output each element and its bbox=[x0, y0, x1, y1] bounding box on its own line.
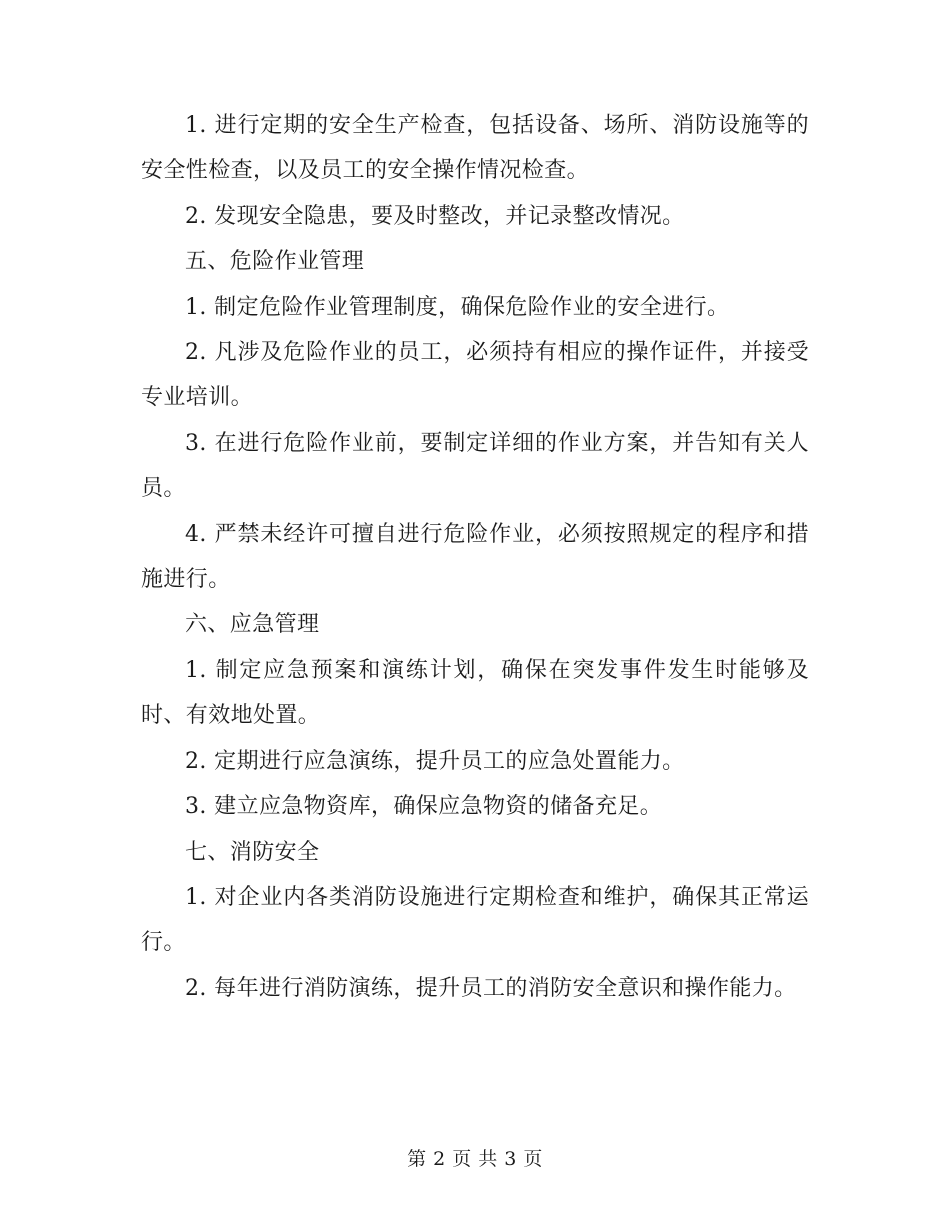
list-item-emergency-supplies: 3. 建立应急物资库，确保应急物资的储备充足。 bbox=[185, 794, 663, 820]
list-item-inspection: 1. 进行定期的安全生产检查，包括设备、场所、消防设施等的安全性检查，以及员工的安全操作情况检查。 bbox=[141, 113, 809, 184]
list-item-emergency-plan: 1. 制定应急预案和演练计划，确保在突发事件发生时能够及时、有效地处置。 bbox=[141, 657, 809, 729]
list-item-fire-drill: 2. 每年进行消防演练，提升员工的消防安全意识和操作能力。 bbox=[185, 975, 797, 1001]
list-item-hazard-fix: 2. 发现安全隐患，要及时整改，并记录整改情况。 bbox=[185, 203, 685, 229]
list-item-work-plan: 3. 在进行危险作业前，要制定详细的作业方案，并告知有关人员。 bbox=[141, 430, 809, 502]
list-item-no-unauthorized: 4. 严禁未经许可擅自进行危险作业，必须按照规定的程序和措施进行。 bbox=[141, 521, 809, 593]
section-heading-emergency: 六、应急管理 bbox=[185, 612, 320, 638]
list-item-certification: 2. 凡涉及危险作业的员工，必须持有相应的操作证件，并接受专业培训。 bbox=[141, 340, 809, 411]
list-item-fire-inspection: 1. 对企业内各类消防设施进行定期检查和维护，确保其正常运行。 bbox=[141, 884, 809, 956]
section-heading-fire-safety: 七、消防安全 bbox=[185, 839, 320, 865]
document-body bbox=[141, 103, 809, 1011]
list-item-hazard-policy: 1. 制定危险作业管理制度，确保危险作业的安全进行。 bbox=[185, 294, 730, 320]
list-item-emergency-drill: 2. 定期进行应急演练，提升员工的应急处置能力。 bbox=[185, 748, 685, 774]
section-heading-hazardous-work: 五、危险作业管理 bbox=[185, 249, 365, 275]
page-number-footer: 第 2 页 共 3 页 bbox=[407, 1148, 543, 1170]
